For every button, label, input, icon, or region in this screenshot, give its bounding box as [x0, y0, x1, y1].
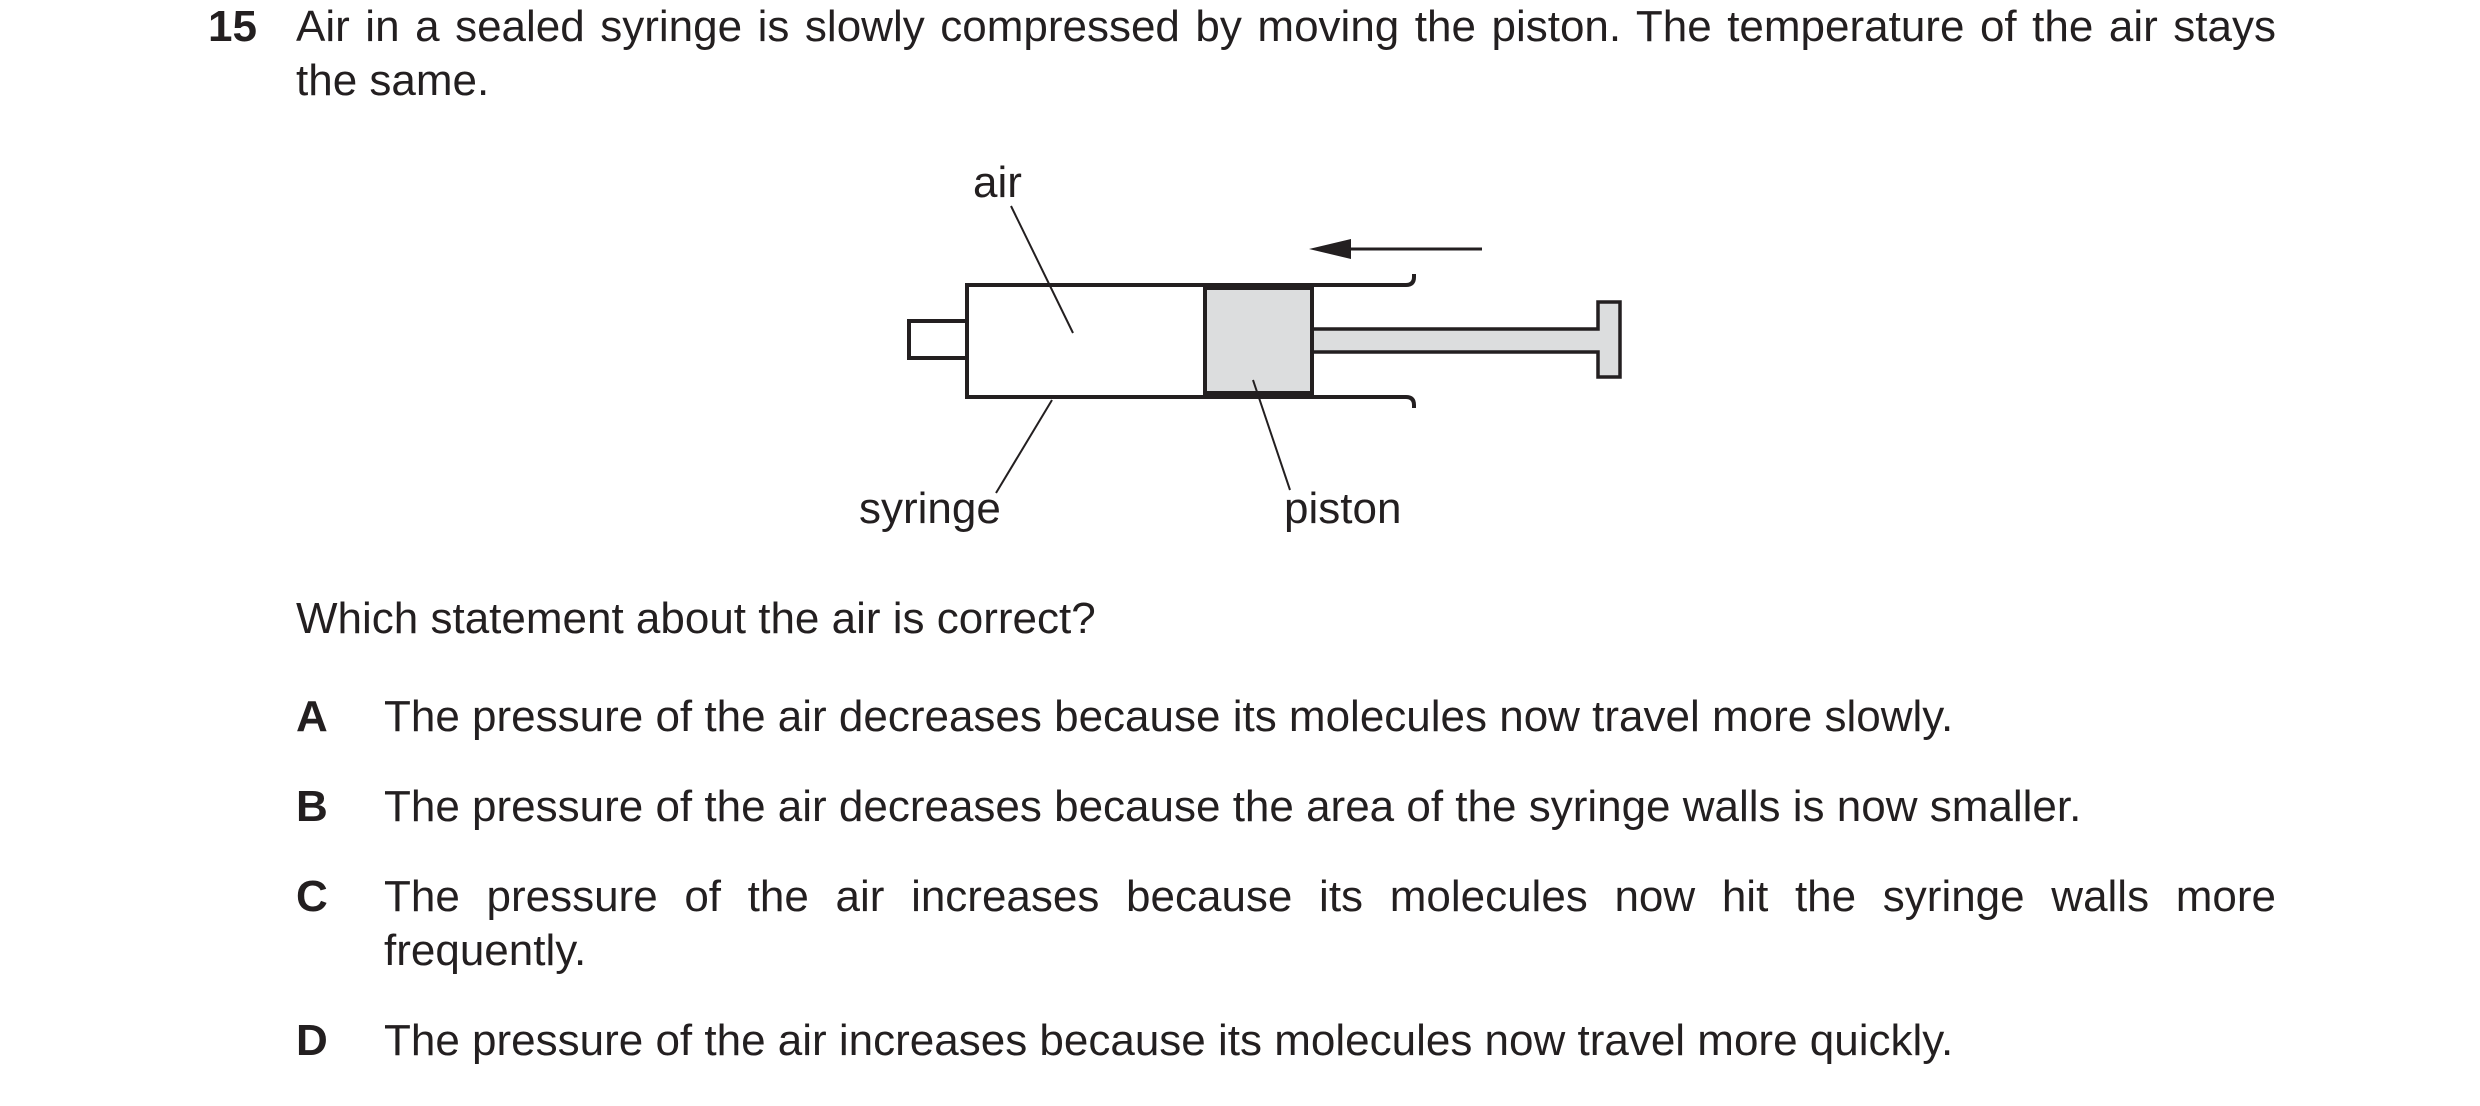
syringe-nozzle — [909, 321, 967, 358]
direction-arrow-head — [1309, 239, 1351, 259]
question-stem: Air in a sealed syringe is slowly compressed by moving the piston. The temperature of the air stays the same. — [296, 2, 2276, 105]
syringe-label: syringe — [859, 484, 1001, 533]
option-text: The pressure of the air increases because its molecules now hit the syringe walls more frequently. — [384, 872, 2276, 975]
syringe-leader-line — [996, 400, 1052, 493]
air-leader-line — [1011, 206, 1073, 333]
option-letter: A — [296, 692, 328, 741]
piston-label: piston — [1284, 484, 1402, 533]
piston-head — [1205, 288, 1312, 393]
question-number: 15 — [208, 2, 257, 51]
option-letter: C — [296, 872, 328, 921]
option-letter: D — [296, 1016, 328, 1065]
plunger-rod — [1312, 302, 1620, 377]
option-text: The pressure of the air decreases because the area of the syringe walls is now smaller. — [384, 782, 2082, 831]
option-letter: B — [296, 782, 328, 831]
question-prompt: Which statement about the air is correct? — [296, 594, 1096, 643]
option-text: The pressure of the air decreases because its molecules now travel more slowly. — [384, 692, 1954, 741]
option-text: The pressure of the air increases because its molecules now travel more quickly. — [384, 1016, 1954, 1065]
air-label: air — [973, 158, 1022, 207]
syringe-barrel-top — [967, 274, 1414, 330]
